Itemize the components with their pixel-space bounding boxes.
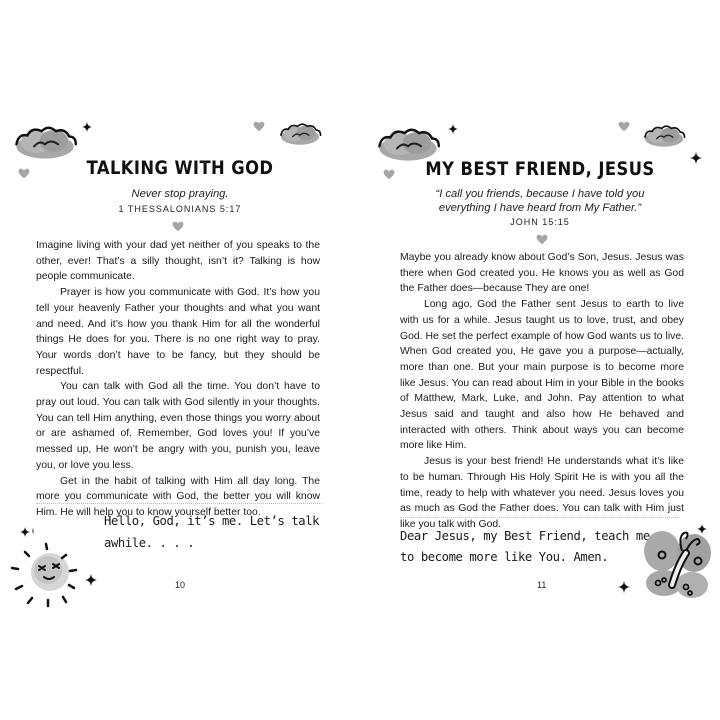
sparkle-icon — [697, 524, 707, 534]
scripture-reference: JOHN 15:15 — [510, 217, 570, 227]
sparkle-icon — [618, 581, 630, 593]
paragraph: Get in the habit of talking with Him all day long. The more you communicate with God, the better you will know Him. He will help you to know yourself better too. — [36, 475, 320, 518]
page-number: 11 — [537, 580, 547, 590]
paragraph: You can talk with God all the time. You don’t have to pray out loud. You can talk with God silently in your thoughts. You can tell Him anything, even those things you worry about or are ashamed of. Remember, God loves you! If you’ve messed up, He won’t be angry with you, punish you, leave you, or love you less. — [36, 381, 320, 471]
right-page — [360, 0, 720, 720]
paragraph: Prayer is how you communicate with God. It’s how you tell your heavenly Father your thoughts and what you want and need. And it’s how you thank Him for all the wonderful things He does for you. There is no one right way to pray. Your words don’t have to be fancy, but they should be respectful. — [36, 287, 320, 377]
heart-icon — [618, 121, 630, 132]
page-number: 10 — [175, 580, 186, 590]
body-text — [36, 238, 320, 521]
dotted-divider — [36, 503, 322, 504]
body-text — [400, 250, 684, 533]
cloud-icon — [278, 118, 322, 148]
prayer-text-line-2: to become more like You. Amen. — [400, 550, 609, 564]
sparkle-icon — [85, 574, 97, 586]
cloud-icon — [375, 124, 441, 162]
prayer-text-line-1: Dear Jesus, my Best Friend, teach me — [400, 529, 650, 543]
heart-icon — [536, 234, 548, 245]
cloud-icon — [642, 120, 686, 150]
scripture-verse-line-1: “I call you friends, because I have told you — [435, 188, 645, 200]
paragraph: Maybe you already know about God’s Son, Jesus. Jesus was there when God created you. He knows you as well as God the Father does—because They are one! — [400, 252, 684, 295]
paragraph: Jesus is your best friend! He understands what it’s like to be human. Through His Holy Spirit He is with you all the time, ready to help with whatever you need. Jesus loves you as much as God the Father does. You can talk with Him just like you talk with God. — [400, 456, 684, 530]
scripture-verse: Never stop praying. — [131, 188, 229, 200]
heart-icon — [253, 121, 265, 132]
sparkle-icon — [448, 124, 458, 134]
prayer-text: Hello, God, it’s me. Let’s talk awhile. . . . — [104, 514, 320, 550]
scripture-reference: 1 THESSALONIANS 5:17 — [118, 204, 242, 214]
page-title: TALKING WITH GOD — [86, 157, 274, 179]
paragraph: Long ago, God the Father sent Jesus to earth to live with us for a while. Jesus taught us to love, trust, and obey God. He set the perfect example of how God wants us to live. When God created you, He gave you a purpose—actually, more than one. But your main purpose is to become more like Jesus. You can read about Him in your Bible in the books of Matthew, Mark, Luke, and John. Pay attention to what Jesus said and taught and also how He behaved and interacted with others. Think about ways you can become more like Him. — [400, 299, 684, 452]
sparkle-icon — [82, 122, 92, 132]
sparkle-icon — [20, 527, 30, 537]
paragraph: Imagine living with your dad yet neither of you speaks to the other, ever! That’s a silly thought, isn’t it? Talking is how people communicate. — [36, 240, 320, 283]
page-title: MY BEST FRIEND, JESUS — [425, 158, 655, 180]
dotted-divider — [400, 517, 680, 518]
heart-icon — [172, 221, 184, 232]
scripture-verse-line-2: everything I have heard from My Father.” — [438, 202, 642, 214]
butterfly-icon — [642, 525, 714, 603]
cloud-icon — [12, 122, 78, 160]
